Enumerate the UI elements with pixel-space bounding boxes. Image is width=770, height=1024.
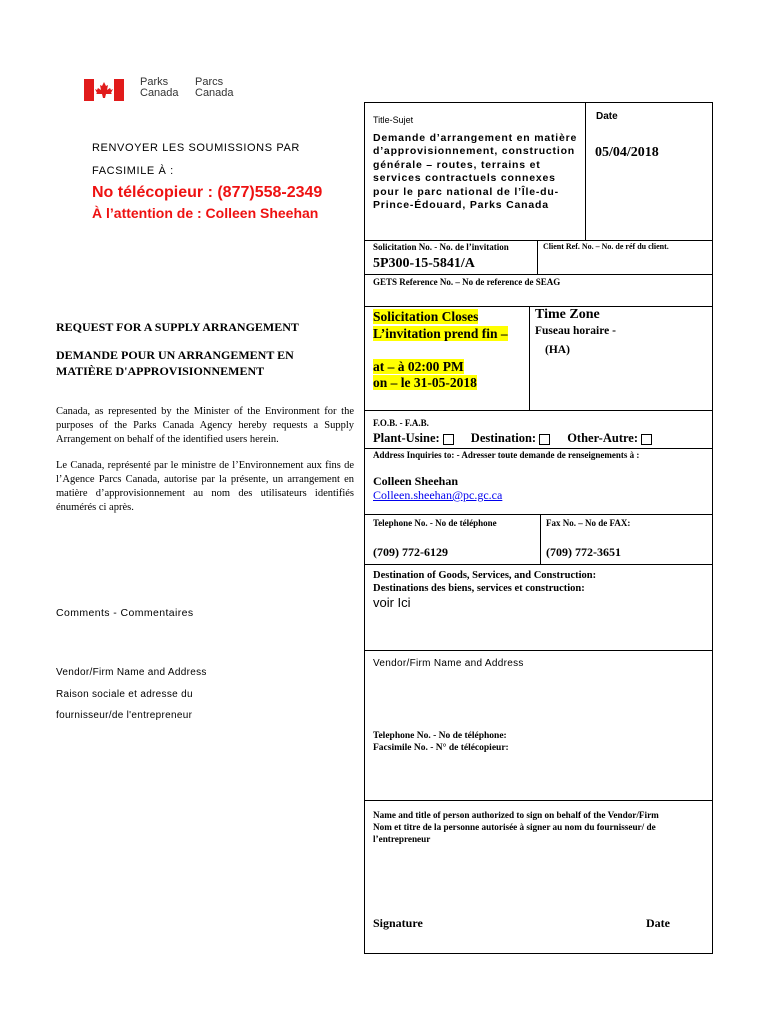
return-bids-line2: FACSIMILE À : [92, 165, 174, 177]
destination-checkbox[interactable] [539, 434, 550, 445]
title-value: Demande d’arrangement en matière d’approvisionnement, construction générale – routes, terrains et services contractuels connexes pour le parc national de l’Île-du-Prince-Édouard, Parks Canada [373, 132, 578, 212]
tel-label: Telephone No. - No de téléphone [373, 518, 497, 528]
dest-value: voir Ici [373, 595, 411, 610]
vendor-label-1: Vendor/Firm Name and Address [56, 667, 207, 678]
signature-date-label: Date [646, 916, 670, 930]
contact-email[interactable]: Colleen.sheehan@pc.gc.ca [373, 488, 503, 502]
dest-label-en: Destination of Goods, Services, and Construction: [373, 570, 597, 581]
gets-label: GETS Reference No. – No de reference de SEAG [373, 277, 561, 287]
return-bids-line1: RENVOYER LES SOUMISSIONS PAR [92, 142, 300, 154]
fob-label: F.O.B. - F.A.B. [373, 418, 429, 428]
closes-line1: Solicitation Closes [373, 309, 479, 324]
timezone-value: (HA) [545, 344, 570, 356]
address-inquiries-label: Address Inquiries to: - Adresser toute demande de renseignements à : [373, 450, 640, 460]
vendor-fax-label: Facsimile No. - N° de télécopieur: [373, 743, 509, 753]
paragraph-fr: Le Canada, représenté par le ministre de l’Environnement aux fins de l’Agence Parcs Canada, autorise par la présente, un arrangement en matière d’approvisionnement au nom des utilisateurs identifiés énumérés ci après. [56, 460, 354, 513]
date-value: 05/04/2018 [595, 145, 659, 160]
other-label: Other-Autre: [567, 431, 639, 445]
request-title-fr-1: DEMANDE POUR UN ARRANGEMENT EN [56, 348, 294, 362]
other-checkbox[interactable] [641, 434, 652, 445]
vendor-form-label: Vendor/Firm Name and Address [373, 658, 524, 669]
vendor-label-2: Raison sociale et adresse du [56, 689, 193, 700]
closes-line2: L’invitation prend fin – [373, 326, 508, 341]
plant-label: Plant-Usine: [373, 431, 440, 445]
closes-time: at – à 02:00 PM [373, 359, 464, 374]
logo-text-fr-1: Parcs [195, 76, 224, 88]
fax-label: Fax No. – No de FAX: [546, 518, 631, 528]
canada-flag-icon [84, 79, 124, 101]
vendor-tel-label: Telephone No. - No de téléphone: [373, 731, 507, 741]
comments-label: Comments - Commentaires [56, 607, 194, 619]
plant-checkbox[interactable] [443, 434, 454, 445]
request-title-en: REQUEST FOR A SUPPLY ARRANGEMENT [56, 320, 299, 334]
auth-label-fr: Nom et titre de la personne autorisée à signer au nom du fournisseur/ de l’entrepreneur [373, 822, 656, 844]
attention-line: À l’attention de : Colleen Sheehan [92, 205, 319, 221]
date-label: Date [596, 111, 618, 122]
solicitation-value: 5P300-15-5841/A [373, 256, 475, 271]
signature-label: Signature [373, 916, 423, 930]
logo-text-en-1: Parks [140, 76, 169, 88]
title-label: Title-Sujet [373, 115, 414, 125]
solicitation-label: Solicitation No. - No. de l’invitation [373, 242, 509, 252]
auth-label-en: Name and title of person authorized to sign on behalf of the Vendor/Firm [373, 810, 659, 820]
dest-label-fr: Destinations des biens, services et construction: [373, 583, 585, 594]
timezone-label: Time Zone [535, 307, 600, 322]
vendor-label-3: fournisseur/de l'entrepreneur [56, 710, 193, 721]
fax-number: No télécopieur : (877)558-2349 [92, 184, 323, 201]
paragraph-en: Canada, as represented by the Minister of the Environment for the purposes of the Parks Canada Agency hereby requests a Supply Arrangement on behalf of the identified users herein. [56, 406, 354, 445]
parks-canada-logo [84, 77, 244, 103]
contact-name: Colleen Sheehan [373, 474, 459, 488]
fax-value: (709) 772-3651 [546, 545, 621, 559]
request-title-fr-2: MATIÈRE D'APPROVISIONNEMENT [56, 364, 265, 378]
tel-value: (709) 772-6129 [373, 545, 448, 559]
client-ref-label: Client Ref. No. – No. de réf du client. [543, 242, 669, 251]
logo-text-en-2: Canada [140, 87, 179, 99]
closes-date: on – le 31-05-2018 [373, 375, 477, 390]
timezone-label-fr: Fuseau horaire - [535, 325, 616, 337]
logo-text-fr-2: Canada [195, 87, 234, 99]
destination-option-label: Destination: [470, 431, 537, 445]
